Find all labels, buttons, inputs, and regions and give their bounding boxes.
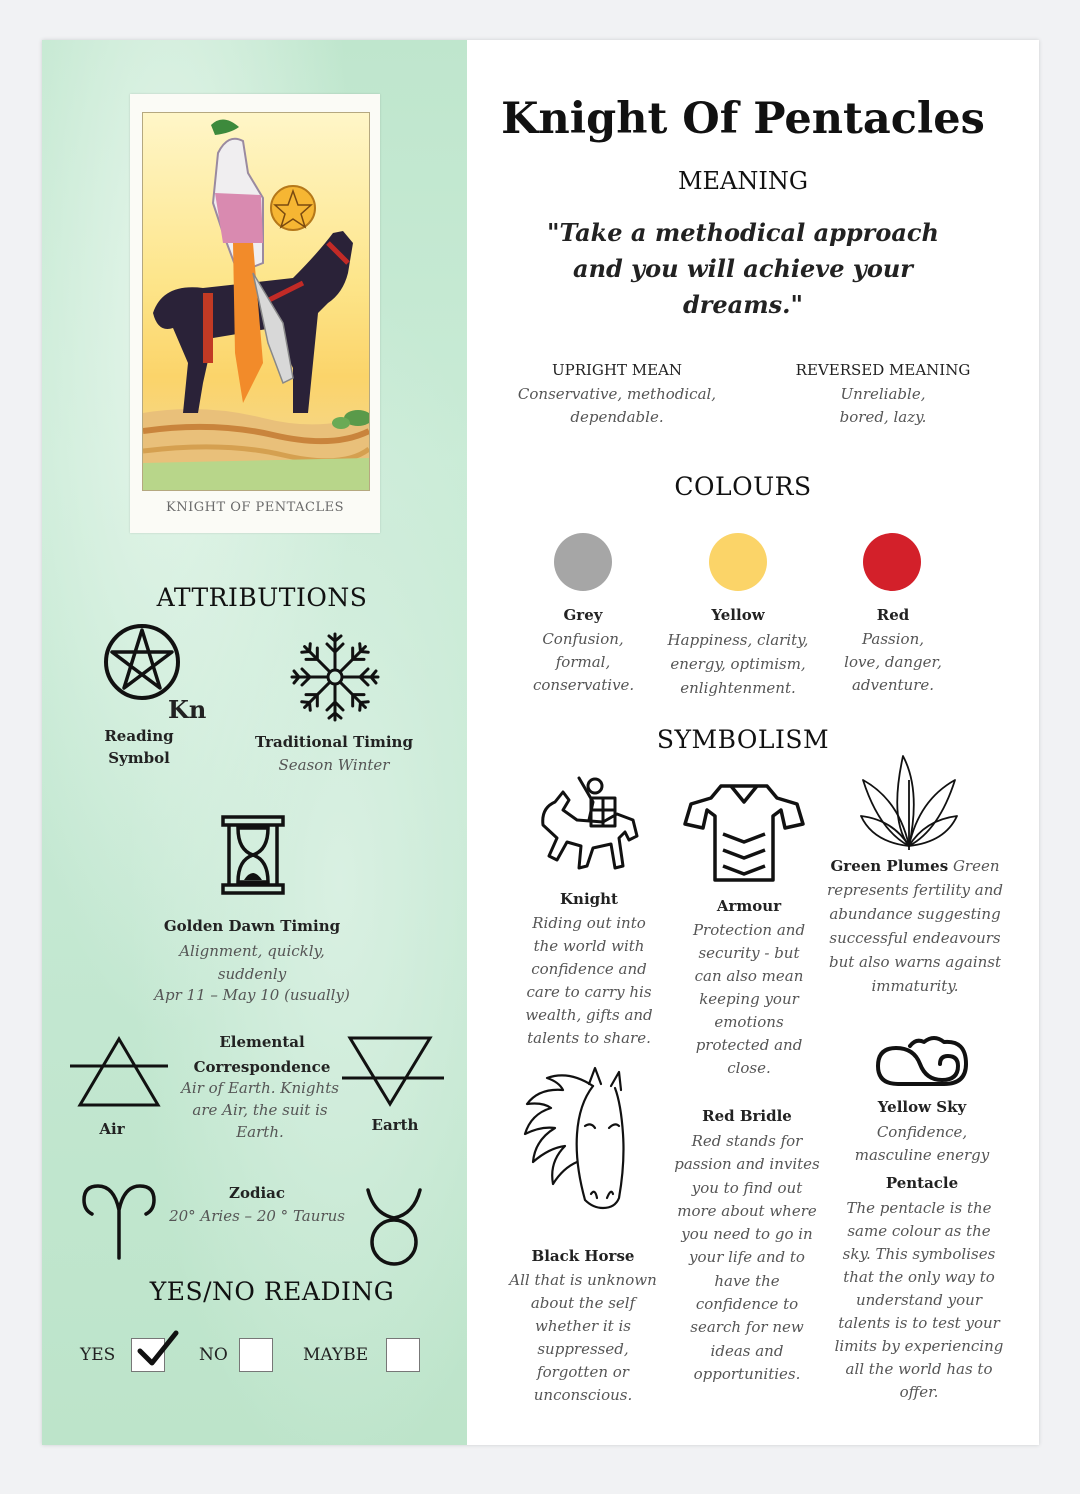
reversed-text: Unreliable, bored, lazy. [839,385,927,426]
zodiac-label: Zodiac [229,1184,285,1202]
black-horse-name: Black Horse [531,1247,635,1265]
red-swatch [863,533,921,591]
air-element-icon [70,1035,168,1110]
armour-text: Protection and security - but can also mean keeping your emotions protected and close. [692,921,806,1077]
upright-text: Conservative, methodical, dependable. [517,385,717,426]
knight-on-horse-illustration [143,113,369,490]
attributions-heading: ATTRIBUTIONS [156,583,368,612]
pentacle-icon [102,622,182,702]
armour-icon [681,780,807,890]
grey-text: Confusion, formal, conservative. [533,630,635,694]
red-bridle-text: Red stands for passion and invites you to find out more about where you need to go in your life and to have the confidence to search for new ideas and opportunities. [674,1132,820,1383]
card-caption: KNIGHT OF PENTACLES [166,500,344,515]
meaning-quote: "Take a methodical approach and you will achieve your dreams." [547,218,939,319]
green-plumes-name: Green Plumes [830,857,949,875]
black-horse-text: All that is unknown about the self whether it is suppressed, forgotten or unconscious. [509,1271,657,1404]
golden-dawn-dates: Apr 11 – May 10 (usually) [154,986,350,1004]
green-plumes-lead: Green [952,857,1000,875]
golden-dawn-label: Golden Dawn Timing [163,917,341,935]
taurus-icon [364,1184,424,1268]
pentacle-name: Pentacle [885,1174,959,1192]
grey-swatch [554,533,612,591]
reading-symbol-glyph: Kn [168,695,207,724]
reading-symbol-label: Reading Symbol [104,727,174,767]
pentacle-text: The pentacle is the same colour as the sky. This symbolises that the only way to understand your talents is to test your limits by experiencing all the world has to offer. [834,1199,1004,1401]
yes-checkbox[interactable] [131,1338,165,1372]
hourglass-icon [220,814,286,896]
tarot-card [130,94,380,533]
info-sheet [42,40,1039,1445]
golden-dawn-text: Alignment, quickly, suddenly [179,942,325,983]
earth-label: Earth [371,1116,419,1134]
green-plumes-icon [859,750,959,854]
reversed-label: REVERSED MEANING [795,361,971,379]
meaning-heading: MEANING [677,167,809,195]
elemental-text: Air of Earth. Knights are Air, the suit is Earth. [181,1079,339,1141]
green-plumes-block [825,854,1005,998]
earth-element-icon [342,1034,444,1109]
yellow-text: Happiness, clarity, energy, optimism, enlightenment. [667,631,809,697]
colours-heading: COLOURS [674,472,812,501]
maybe-checkbox[interactable] [386,1338,420,1372]
yellow-sky-name: Yellow Sky [877,1098,967,1116]
symbolism-heading: SYMBOLISM [656,725,830,754]
elemental-label: Elemental Correspondence [193,1033,331,1076]
knight-name: Knight [560,890,618,908]
left-panel [42,40,467,1445]
air-label: Air [99,1120,125,1138]
horse-head-icon [519,1064,637,1214]
maybe-label: MAYBE [303,1345,369,1365]
traditional-timing-text: Season Winter [278,756,390,774]
upright-label: UPRIGHT MEAN [551,361,683,379]
snowflake-icon [286,628,384,726]
armour-name: Armour [716,897,782,915]
green-plumes-text: represents fertility and abundance suggesting successful endeavours but also warns against immaturity. [827,881,1003,995]
grey-name: Grey [563,606,603,624]
yes-label: YES [80,1345,116,1365]
knight-text: Riding out into the world with confidence and care to carry his wealth, gifts and talents to share. [525,914,653,1047]
cloud-swirl-icon [874,1034,970,1090]
page-title: Knight Of Pentacles [501,94,985,144]
card-illustration [142,112,370,491]
red-name: Red [876,606,910,624]
yellow-name: Yellow [711,606,765,624]
aries-icon [80,1180,158,1260]
red-bridle-name: Red Bridle [702,1107,792,1125]
no-checkbox[interactable] [239,1338,273,1372]
traditional-timing-label: Traditional Timing [255,733,413,751]
zodiac-text: 20° Aries – 20 ° Taurus [169,1207,345,1225]
red-text: Passion, love, danger, adventure. [844,630,942,694]
knight-icon [533,770,645,882]
yellow-sky-text: Confidence, masculine energy [854,1123,990,1164]
yes-no-heading: YES/NO READING [149,1277,395,1306]
yellow-swatch [709,533,767,591]
no-label: NO [199,1345,228,1365]
right-panel [467,40,1039,1445]
check-mark-icon [136,1329,180,1369]
